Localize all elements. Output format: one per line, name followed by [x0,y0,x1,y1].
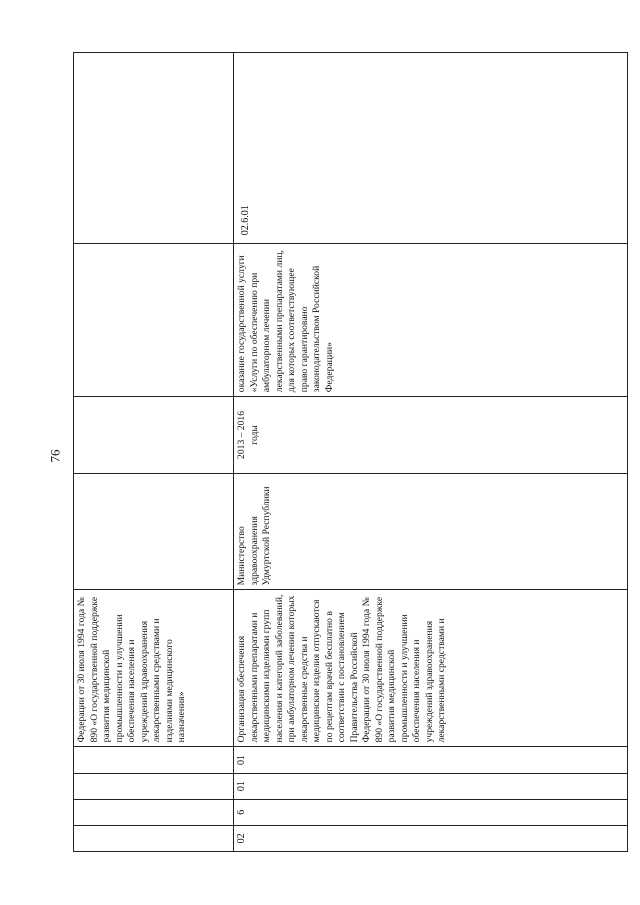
measure-name: Организация обеспечения лекарственными препаратами и медицинскими изделиями групп населения и категорий заболеваний, при амбулаторном лечении которых лекарственные средства и медицинские изделия отпускаются по рецептам врачей бесплатно в соответствии с постановлением Правительства Российской Федерации от 30 июля 1994 года № 890 «О государственной поддержке развития медицинской промышленности и улучшении обеспечения населения и учреждений здравоохранения лекарственными средствами и [234,590,628,747]
executor-cell: Министерство здравоохранения Удмуртской Республики [234,473,628,590]
code-cell: 01 [234,747,628,773]
years-cell: 2013 – 2016 годы [234,397,628,473]
table-cell [74,799,234,825]
table-cell [74,747,234,773]
table-cell [74,53,234,244]
table-cell [74,244,234,397]
program-table [73,52,628,852]
table-cell [74,397,234,473]
table-row [234,53,628,852]
table-row [74,53,234,852]
rotated-table-container [73,52,628,852]
measure-name-continuation: Федерации от 30 июля 1994 года № 890 «О государственной поддержке развития медицинской промышленности и улучшении обеспечения населения и учреждений здравоохранения лекарственными средствами и изделиями медицинского назначения» [74,590,234,747]
result-cell: оказание государственной услуги «Услуги по обеспечению при амбулаторном лечении лекарственными препаратами лиц, для которых соответствующее право гарантировано законодательством Российской Федерации» [234,244,628,397]
code-cell: 6 [234,799,628,825]
indicator-code-cell: 02.6.01 [234,53,628,244]
table-cell [74,473,234,590]
code-cell: 01 [234,773,628,799]
table-cell [74,773,234,799]
code-cell: 02 [234,825,628,851]
page-number: 76 [47,449,63,463]
table-cell [74,825,234,851]
